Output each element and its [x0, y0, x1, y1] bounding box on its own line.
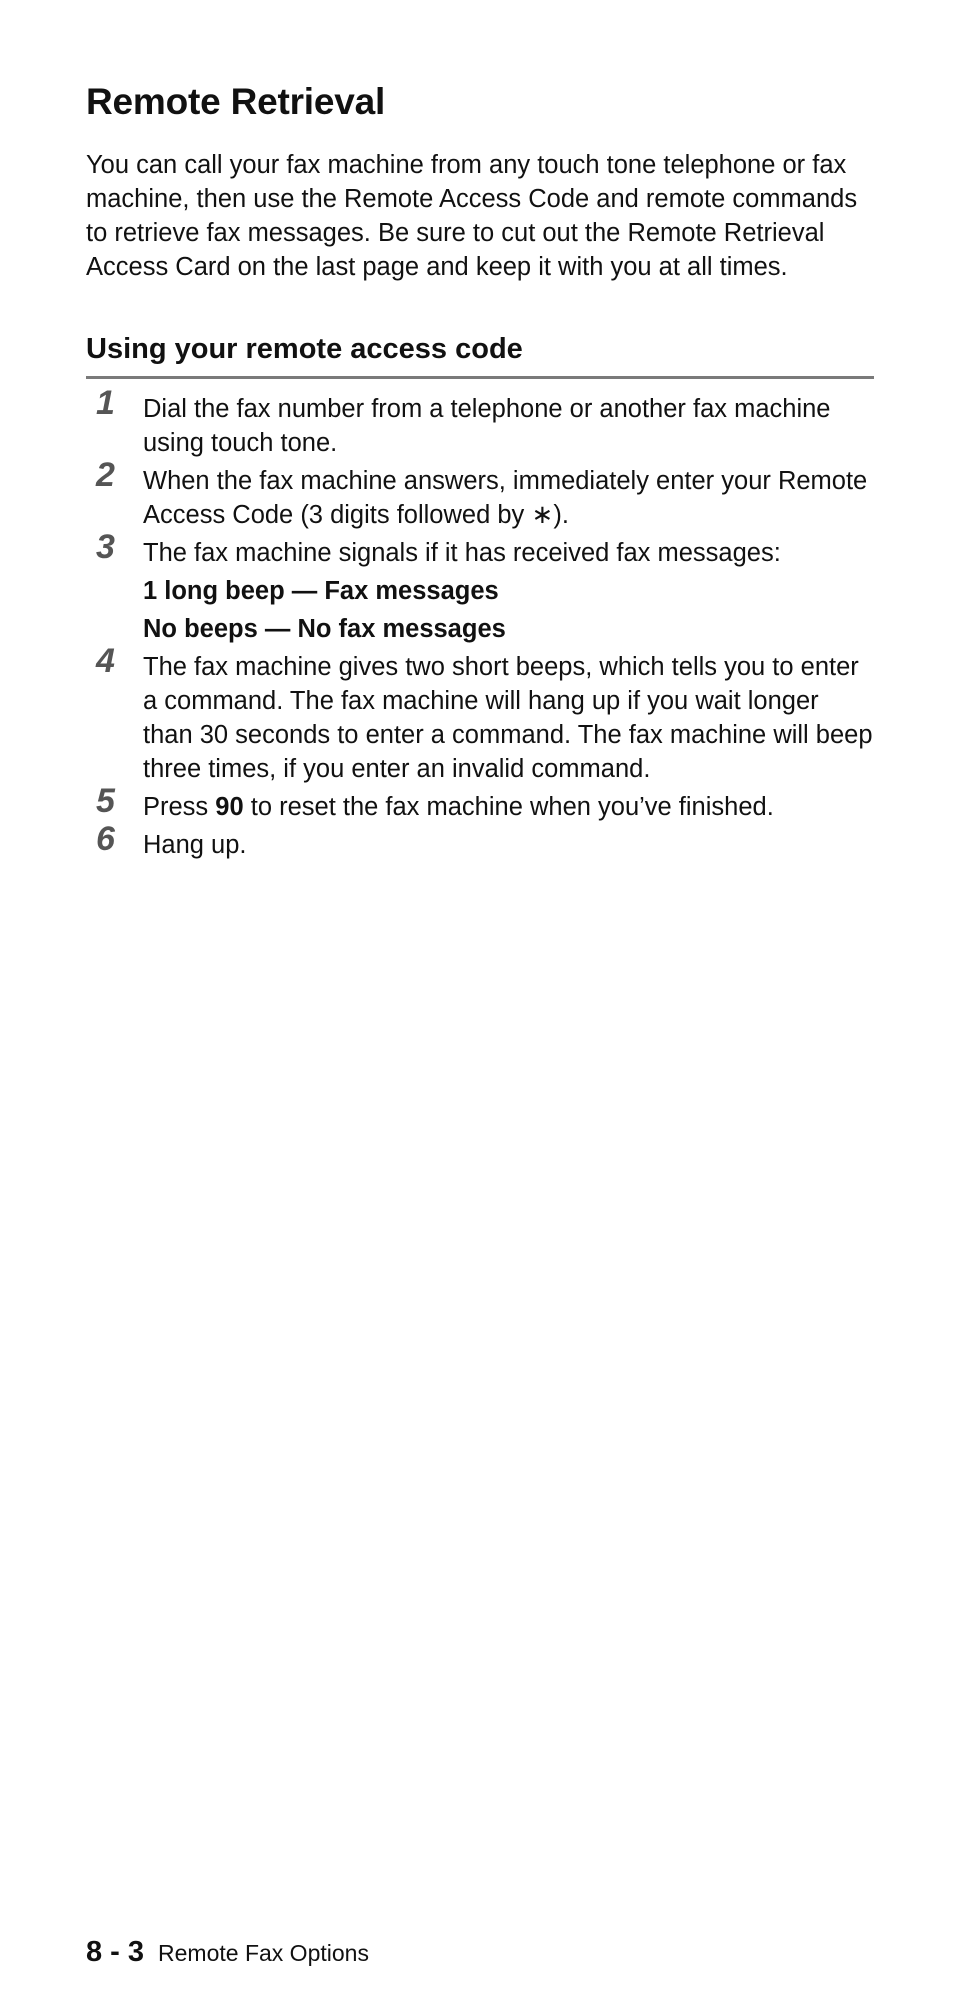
- step-number: 1: [96, 384, 115, 422]
- step-text-end: ).: [553, 501, 569, 529]
- section-title: Remote Retrieval: [86, 81, 386, 122]
- section-intro: You can call your fax machine from any touch tone telephone or fax machine, then use the Remote Access Code and remote commands to retrieve fax messages. Be sure to cut out the Remote Retrieval Access Card on the last page and keep it with you at all times.: [86, 151, 858, 281]
- step-text: Press: [143, 793, 216, 821]
- subsection: [86, 332, 874, 379]
- step-number: 6: [96, 820, 115, 858]
- step-4: [86, 642, 874, 786]
- step-text: When the fax machine answers, immediately enter your Remote Access Code (3 digits followed by: [143, 467, 868, 529]
- step-6: [86, 820, 874, 862]
- step-number: 5: [96, 782, 115, 820]
- reset-code: 90: [215, 793, 244, 821]
- step-text: The fax machine gives two short beeps, which tells you to enter a command. The fax machine will hang up if you wait longer than 30 seconds to enter a command. The fax machine will beep three times, if you enter an invalid command.: [143, 653, 873, 783]
- step-3: [86, 528, 874, 646]
- step-text: Hang up.: [143, 831, 247, 859]
- step-number: 2: [96, 456, 115, 494]
- step-number: 4: [96, 642, 115, 680]
- step-1: [86, 384, 874, 460]
- page-number: 8 - 3: [86, 1936, 145, 1968]
- subsection-heading: Using your remote access code: [86, 332, 874, 379]
- step-2: [86, 456, 874, 532]
- steps-list: [86, 384, 874, 866]
- step-text-end: to reset the fax machine when you’ve finished.: [243, 793, 774, 821]
- step-text: The fax machine signals if it has received fax messages:: [143, 539, 781, 567]
- signal-line-no-fax-messages: No beeps — No fax messages: [143, 615, 506, 643]
- page-footer: [86, 1936, 369, 1969]
- step-text: Dial the fax number from a telephone or another fax machine using touch tone.: [143, 395, 831, 457]
- step-5: [86, 782, 874, 824]
- signal-line-fax-messages: 1 long beep — Fax messages: [143, 577, 499, 605]
- step-number: 3: [96, 528, 115, 566]
- star-key-icon: ∗: [531, 499, 554, 529]
- chapter-label: Remote Fax Options: [158, 1940, 369, 1966]
